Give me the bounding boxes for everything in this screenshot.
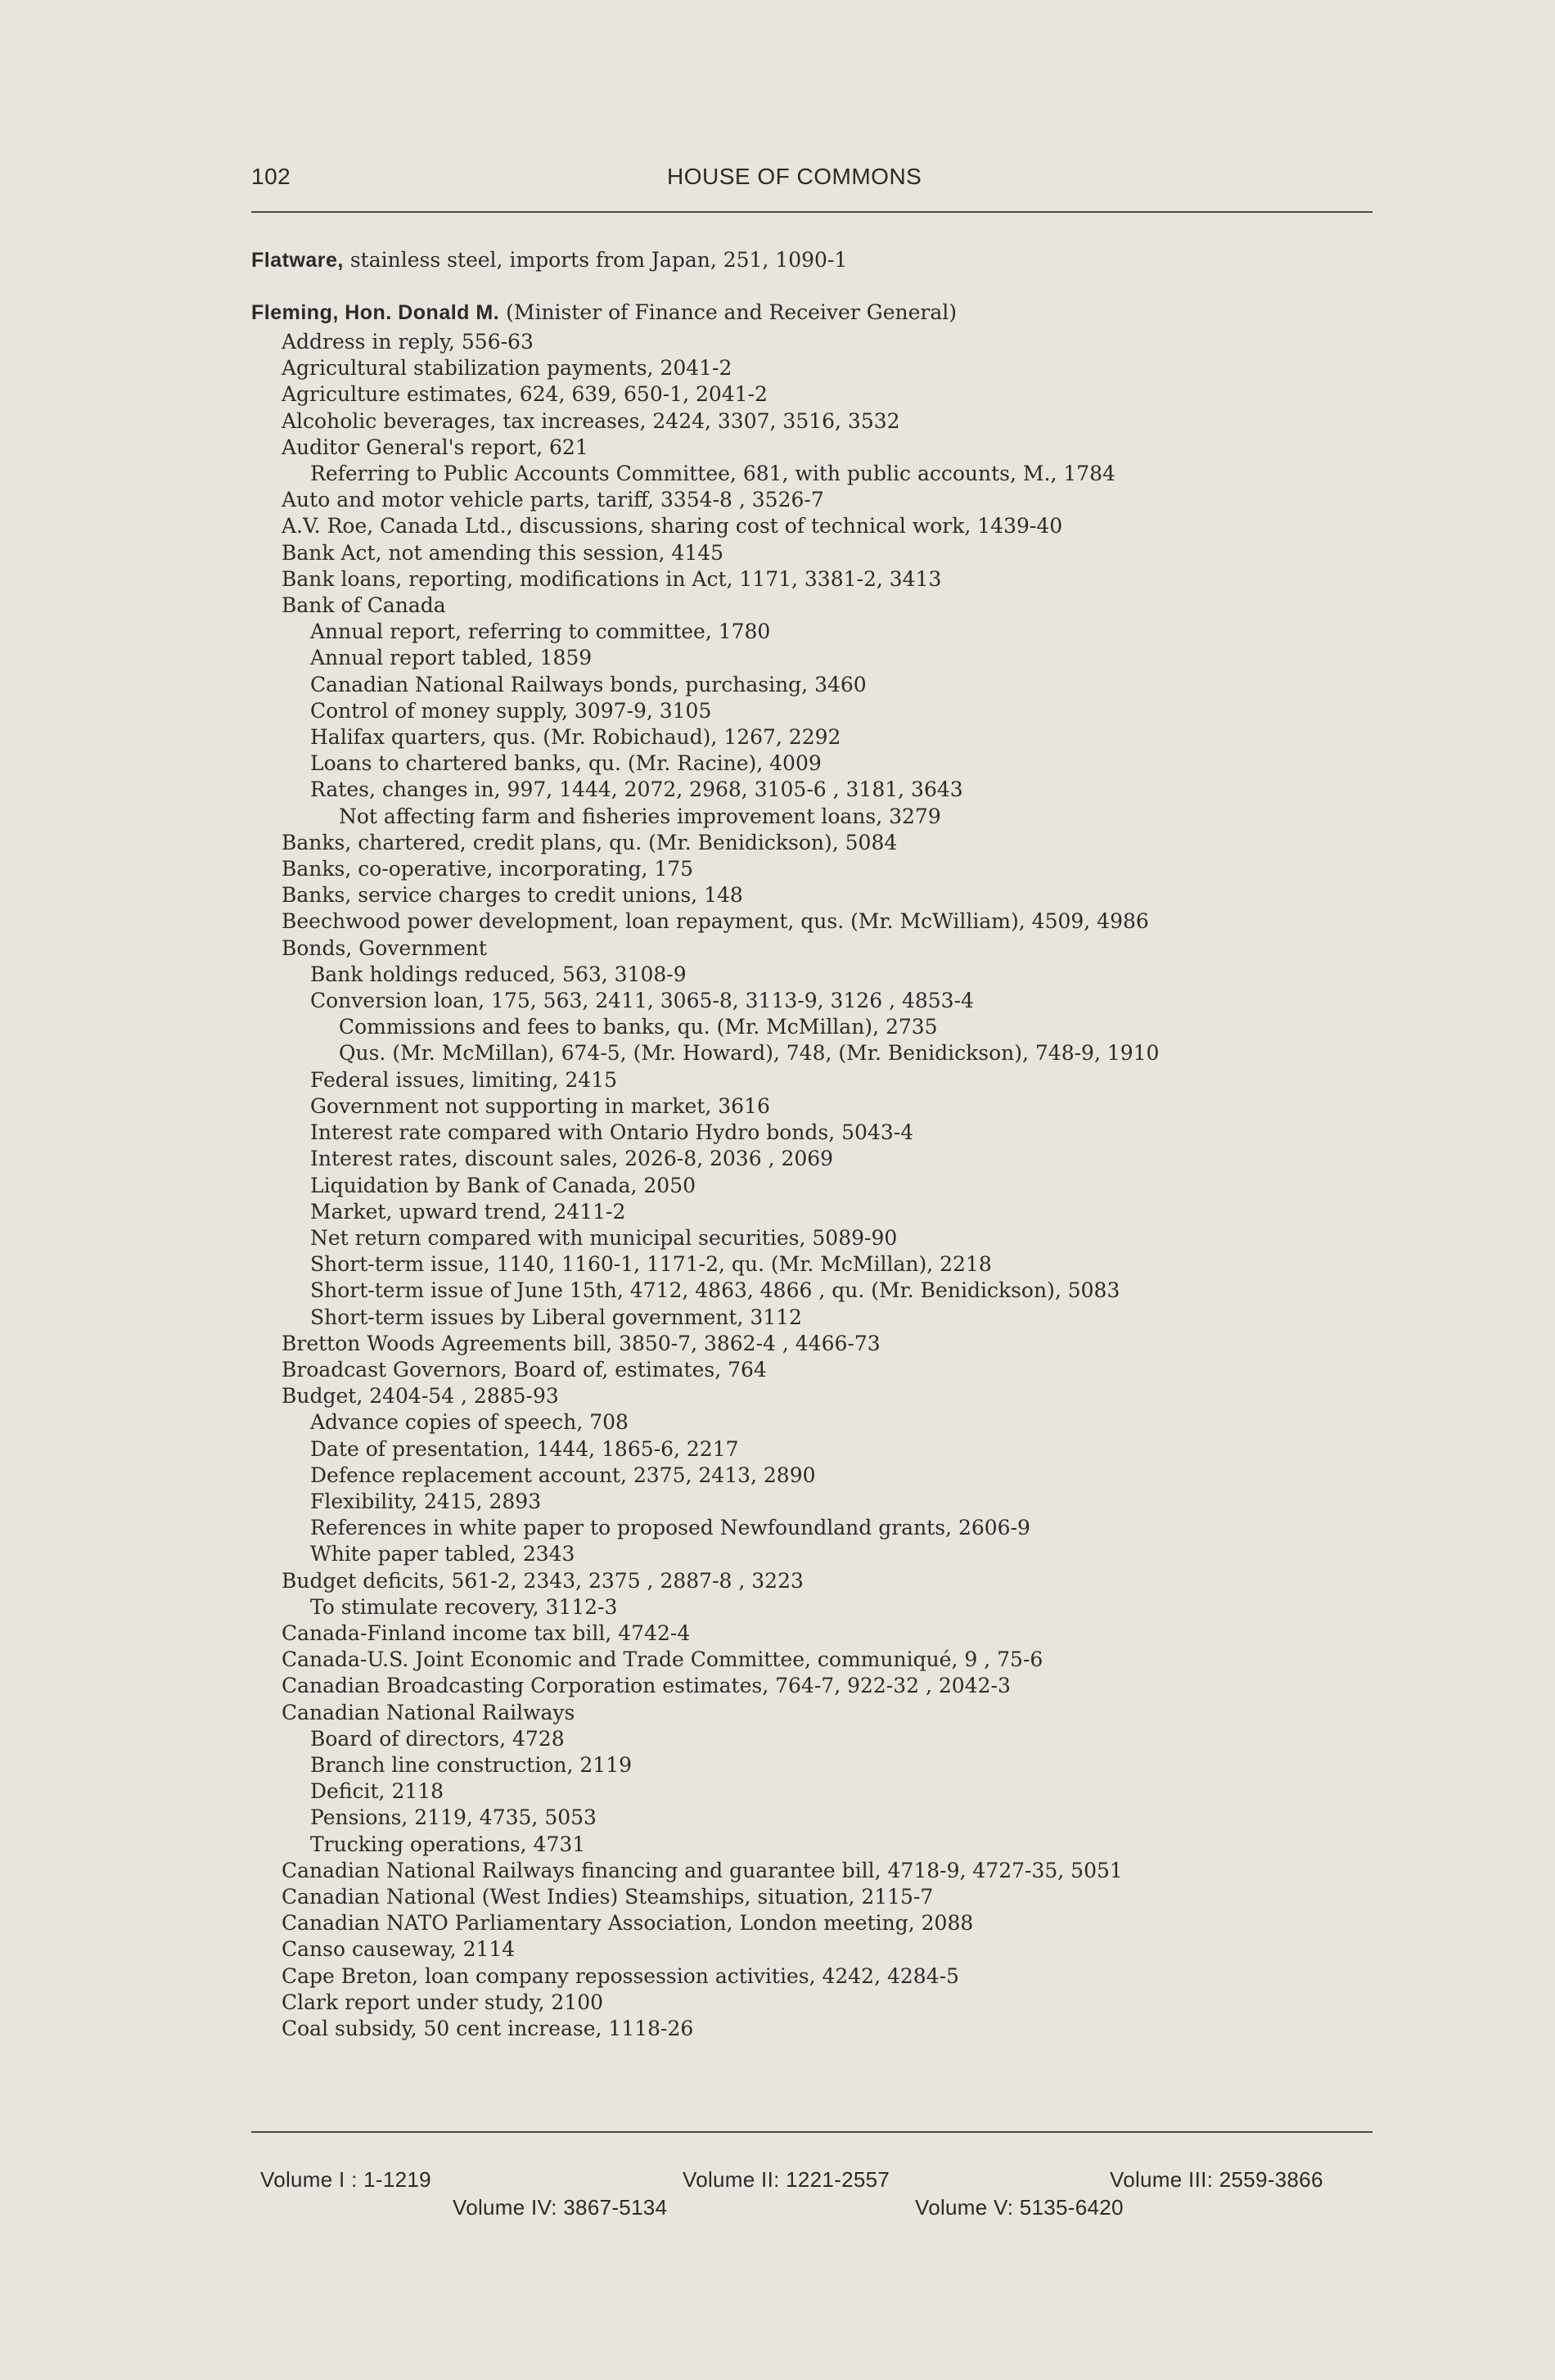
index-subentry: Defence replacement account, 2375, 2413, 2890 — [310, 1463, 816, 1487]
index-subentry: Bretton Woods Agreements bill, 3850-7, 3862-4 , 4466-73 — [282, 1331, 881, 1355]
index-subentry: Short-term issues by Liberal government, 3112 — [310, 1305, 802, 1329]
index-subentry: A.V. Roe, Canada Ltd., discussions, sharing cost of technical work, 1439-40 — [282, 514, 1063, 539]
index-subentry: Canada-U.S. Joint Economic and Trade Committee, communiqué, 9 , 75-6 — [282, 1648, 1043, 1672]
index-subentry: Bank of Canada — [282, 593, 446, 618]
index-subentry: Canadian National (West Indies) Steamships, situation, 2115-7 — [282, 1884, 934, 1909]
entry-heading: Fleming, Hon. Donald M. — [251, 301, 500, 324]
index-subentry: Annual report tabled, 1859 — [310, 646, 593, 670]
index-subentry: Cape Breton, loan company repossession activities, 4242, 4284-5 — [282, 1963, 959, 1988]
index-subentry: Short-term issue of June 15th, 4712, 4863, 4866 , qu. (Mr. Benidickson), 5083 — [310, 1278, 1120, 1303]
index-subentry: References in white paper to proposed Newfoundland grants, 2606-9 — [310, 1516, 1030, 1540]
index-subentry: Canadian National Railways bonds, purchasing, 3460 — [310, 672, 867, 696]
index-subentry: Interest rate compared with Ontario Hydro bonds, 5043-4 — [310, 1120, 914, 1145]
index-subentry: Qus. (Mr. McMillan), 674-5, (Mr. Howard), 748, (Mr. Benidickson), 748-9, 1910 — [339, 1041, 1160, 1066]
index-subentry: Board of directors, 4728 — [310, 1726, 565, 1751]
page-number: 102 — [251, 164, 291, 189]
index-subentry: Canadian Broadcasting Corporation estimates, 764-7, 922-32 , 2042-3 — [282, 1674, 1011, 1698]
index-subentry: Annual report, referring to committee, 1780 — [310, 620, 771, 644]
subentry-list — [251, 329, 1159, 2042]
index-subentry: Agriculture estimates, 624, 639, 650-1, 2041-2 — [282, 382, 768, 407]
index-subentry: Advance copies of speech, 708 — [310, 1410, 629, 1435]
index-subentry: Flexibility, 2415, 2893 — [310, 1489, 542, 1513]
index-subentry: Banks, chartered, credit plans, qu. (Mr. Benidickson), 5084 — [282, 830, 898, 854]
index-subentry: To stimulate recovery, 3112-3 — [310, 1594, 618, 1619]
index-subentry: Loans to chartered banks, qu. (Mr. Racine), 4009 — [310, 751, 822, 776]
index-subentry: Bonds, Government — [282, 935, 487, 960]
index-subentry: Banks, co-operative, incorporating, 175 — [282, 857, 694, 881]
index-subentry: Halifax quarters, qus. (Mr. Robichaud), 1267, 2292 — [310, 725, 841, 750]
footer-volume-3: Volume III: 2559-3866 — [1110, 2167, 1323, 2192]
running-head: HOUSE OF COMMONS — [667, 164, 922, 189]
entry-heading: Flatware, — [251, 249, 344, 272]
index-subentry: Date of presentation, 1444, 1865-6, 2217 — [310, 1436, 739, 1461]
index-subentry: Federal issues, limiting, 2415 — [310, 1067, 617, 1092]
index-subentry: Commissions and fees to banks, qu. (Mr. McMillan), 2735 — [339, 1015, 938, 1039]
index-subentry: Short-term issue, 1140, 1160-1, 1171-2, qu. (Mr. McMillan), 2218 — [310, 1252, 992, 1277]
index-subentry: Deficit, 2118 — [310, 1779, 444, 1804]
index-subentry: Banks, service charges to credit unions, 148 — [282, 883, 743, 908]
index-subentry: Control of money supply, 3097-9, 3105 — [310, 698, 712, 723]
index-subentry: Pensions, 2119, 4735, 5053 — [310, 1805, 597, 1830]
index-entry-fleming — [251, 300, 957, 326]
index-subentry: Clark report under study, 2100 — [282, 1990, 604, 2014]
footer-volume-5: Volume V: 5135-6420 — [915, 2195, 1124, 2220]
entry-text: stainless steel, imports from Japan, 251, 1090-1 — [343, 248, 848, 272]
index-subentry: Budget, 2404-54 , 2885-93 — [282, 1384, 559, 1409]
index-subentry: Budget deficits, 561-2, 2343, 2375 , 2887-8 , 3223 — [282, 1568, 804, 1593]
index-subentry: Canada-Finland income tax bill, 4742-4 — [282, 1620, 691, 1645]
index-subentry: Liquidation by Bank of Canada, 2050 — [310, 1173, 696, 1197]
index-subentry: Not affecting farm and fisheries improvement loans, 3279 — [339, 804, 941, 828]
index-subentry: Market, upward trend, 2411-2 — [310, 1199, 626, 1224]
index-entry-flatware — [251, 247, 847, 273]
index-subentry: Interest rates, discount sales, 2026-8, 2036 , 2069 — [310, 1147, 834, 1171]
index-subentry: Bank Act, not amending this session, 4145 — [282, 540, 724, 565]
index-subentry: Net return compared with municipal securities, 5089-90 — [310, 1225, 898, 1250]
index-subentry: Branch line construction, 2119 — [310, 1752, 633, 1777]
footer-volume-1: Volume I : 1-1219 — [260, 2167, 431, 2192]
index-subentry: Canso causeway, 2114 — [282, 1937, 516, 1962]
index-subentry: Agricultural stabilization payments, 2041-2 — [282, 356, 732, 381]
index-subentry: Bank holdings reduced, 563, 3108-9 — [310, 962, 687, 986]
index-subentry: Address in reply, 556-63 — [282, 330, 534, 354]
index-subentry: Canadian National Railways financing and guarantee bill, 4718-9, 4727-35, 5051 — [282, 1858, 1123, 1882]
index-subentry: Canadian National Railways — [282, 1700, 575, 1724]
index-subentry: Government not supporting in market, 3616 — [310, 1093, 770, 1118]
header-rule — [251, 211, 1372, 213]
footer-volume-2: Volume II: 1221-2557 — [683, 2167, 890, 2192]
index-subentry: Alcoholic beverages, tax increases, 2424, 3307, 3516, 3532 — [282, 408, 900, 433]
footer-rule — [251, 2131, 1372, 2133]
index-subentry: Rates, changes in, 997, 1444, 2072, 2968, 3105-6 , 3181, 3643 — [310, 778, 963, 802]
index-subentry: Beechwood power development, loan repayment, qus. (Mr. McWilliam), 4509, 4986 — [282, 909, 1149, 934]
index-subentry: White paper tabled, 2343 — [310, 1542, 575, 1566]
footer-volume-4: Volume IV: 3867-5134 — [453, 2195, 668, 2220]
index-subentry: Conversion loan, 175, 563, 2411, 3065-8, 3113-9, 3126 , 4853-4 — [310, 989, 974, 1013]
index-subentry: Auditor General's report, 621 — [282, 435, 588, 459]
entry-text: (Minister of Finance and Receiver General) — [499, 300, 958, 324]
index-subentry: Canadian NATO Parliamentary Association, London meeting, 2088 — [282, 1911, 974, 1936]
index-subentry: Coal subsidy, 50 cent increase, 1118-26 — [282, 2017, 694, 2040]
index-subentry: Bank loans, reporting, modifications in Act, 1171, 3381-2, 3413 — [282, 566, 942, 591]
index-subentry: Referring to Public Accounts Committee, 681, with public accounts, M., 1784 — [310, 462, 1116, 486]
index-subentry: Trucking operations, 4731 — [310, 1832, 586, 1856]
index-subentry: Auto and motor vehicle parts, tariff, 3354-8 , 3526-7 — [282, 488, 824, 512]
index-subentry: Broadcast Governors, Board of, estimates, 764 — [282, 1357, 767, 1382]
